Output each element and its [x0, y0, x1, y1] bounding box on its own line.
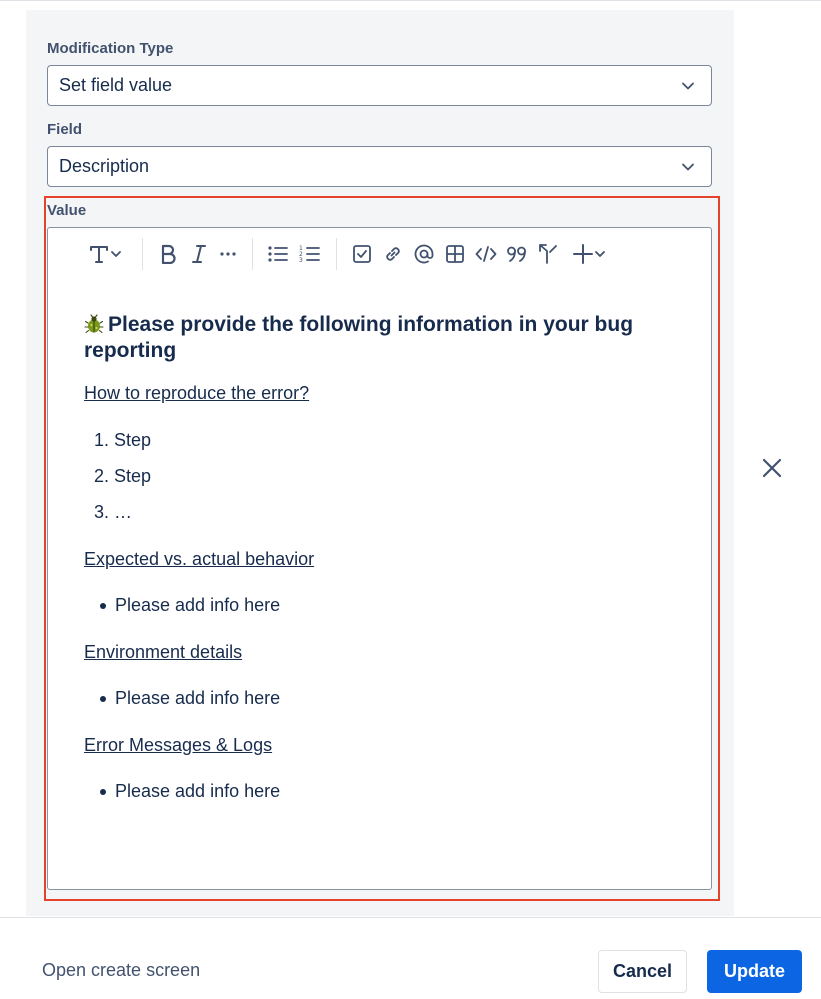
- modification-type-value: Set field value: [59, 75, 173, 95]
- field-select[interactable]: [47, 146, 712, 187]
- list-item: 1. Step: [94, 430, 152, 450]
- editor-heading-text: Please provide the following information in your bug reporting: [84, 313, 634, 362]
- cancel-button[interactable]: Cancel: [598, 950, 687, 993]
- section-title: Expected vs. actual behavior: [84, 549, 315, 569]
- chevron-down-icon: [681, 160, 695, 174]
- list-item: 3. …: [94, 502, 133, 522]
- open-create-screen-link[interactable]: Open create screen: [42, 960, 201, 980]
- field-value: Description: [59, 156, 150, 176]
- section-title: How to reproduce the error?: [84, 383, 310, 403]
- svg-text:2: 2: [299, 251, 303, 258]
- section-title: Error Messages & Logs: [84, 735, 273, 755]
- modification-type-label: Modification Type: [47, 40, 174, 57]
- list-item: Please add info here: [115, 688, 281, 708]
- value-label: Value: [47, 202, 87, 219]
- update-button[interactable]: Update: [707, 950, 802, 993]
- list-item: Please add info here: [115, 595, 281, 615]
- field-label: Field: [47, 121, 83, 138]
- close-icon[interactable]: [760, 456, 784, 480]
- list-item: 2. Step: [94, 466, 152, 486]
- chevron-down-icon: [681, 79, 695, 93]
- list-item: Please add info here: [115, 781, 281, 801]
- value-highlight-frame: [44, 196, 720, 901]
- footer-divider: [0, 917, 821, 918]
- svg-text:3: 3: [299, 257, 303, 264]
- top-divider: [0, 0, 821, 1]
- modification-type-select[interactable]: [47, 65, 712, 106]
- svg-text:1: 1: [299, 245, 303, 252]
- section-title: Environment details: [84, 642, 243, 662]
